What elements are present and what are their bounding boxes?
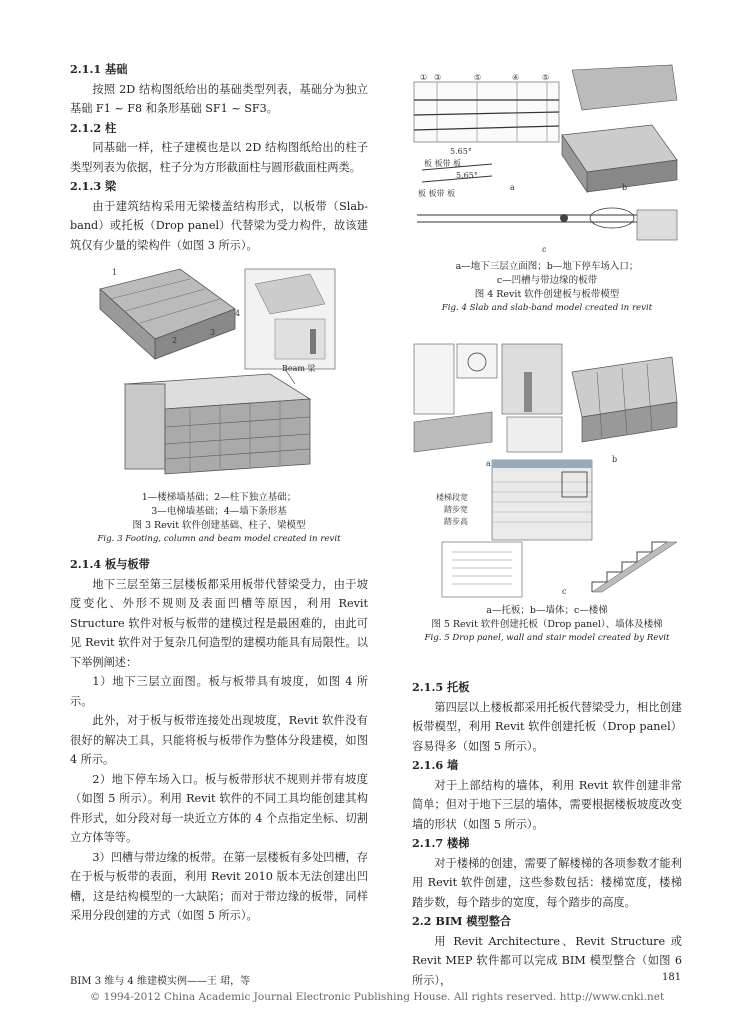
page-number: 181 bbox=[662, 972, 682, 983]
section-2-1-3-text: 由于建筑结构采用无梁楼盖结构形式，以板带（Slab-band）或托板（Drop panel）代替梁为受力构件，故该建筑仅有少量的梁构件（如图 3 所示）。 bbox=[70, 199, 368, 252]
fig4-legend-1: a—地下三层立面图；b—地下停车场入口； bbox=[455, 261, 639, 272]
fig3-label-4: 4 bbox=[235, 309, 241, 318]
fig3-label-2: 2 bbox=[172, 336, 178, 345]
section-2-1-1-text: 按照 2D 结构图纸给出的基础类型列表，基础分为独立基础 F1 ~ F8 和条形基础 SF1 ~ SF3。 bbox=[70, 82, 368, 115]
fig4-sub-a: a bbox=[510, 183, 515, 192]
figure-3 bbox=[70, 259, 368, 549]
right-column bbox=[412, 60, 682, 990]
figure-5-image bbox=[412, 342, 682, 600]
fig4-sub-c: c bbox=[542, 245, 547, 254]
section-2-2-text: 用 Revit Architecture、Revit Structure 或 Revit MEP 软件都可以完成 BIM 模型整合（如图 6 所示）， bbox=[412, 934, 682, 987]
fig3-caption: 图 3 Revit 软件创建基础、柱子、梁模型 bbox=[132, 520, 306, 531]
fig4-grid-5b: ⑤ bbox=[542, 73, 550, 82]
section-2-1-4-p4: 2）地下停车场入口。板与板带形状不规则并带有坡度（如图 5 所示）。利用 Revit 软件的不同工具均能创建其构件形式，如分段对每一块近立方体的 4 个点指定坐标、切割立方体等等。 bbox=[70, 772, 368, 844]
section-2-1-2-text: 同基础一样，柱子建模也是以 2D 结构图纸给出的柱子类型列表为依据，柱子分为方形截面柱与圆形截面柱两类。 bbox=[70, 141, 368, 174]
left-column bbox=[70, 60, 368, 926]
fig5-sub-b: b bbox=[612, 455, 618, 464]
fig5-stair-label-2: 踏步宽 bbox=[444, 505, 468, 514]
fig4-caption-en: Fig. 4 Slab and slab-band model created in revit bbox=[441, 303, 653, 313]
running-title: BIM 3 维与 4 维建模实例——王 珺，等 bbox=[70, 976, 251, 987]
section-2-1-5-text: 第四层以上楼板都采用托板代替梁受力，相比创建板带模型，利用 Revit 软件创建托板（Drop panel）容易得多（如图 5 所示）。 bbox=[412, 700, 682, 753]
fig4-slope-1: 5.65° bbox=[450, 147, 472, 156]
section-2-1-5-title: 2.1.5 托板 bbox=[412, 680, 470, 694]
figure-3-image bbox=[70, 259, 368, 489]
fig4-grid-5a: ⑤ bbox=[474, 73, 482, 82]
fig4-grid-3: ③ bbox=[434, 73, 442, 82]
fig3-legend-2: 3—电梯墙基础；4—墙下条形基 bbox=[151, 506, 287, 517]
section-2-1-4-p2: 1）地下三层立面图。板与板带具有坡度，如图 4 所示。 bbox=[70, 675, 368, 708]
figure-5 bbox=[412, 342, 682, 662]
fig5-caption-en: Fig. 5 Drop panel, wall and stair model created by Revit bbox=[424, 633, 670, 643]
fig3-label-1: 1 bbox=[112, 268, 118, 277]
copyright-notice: © 1994-2012 China Academic Journal Electronic Publishing House. All rights reserved. http://www.cnki.net bbox=[89, 991, 665, 1003]
section-2-1-3-title: 2.1.3 梁 bbox=[70, 179, 117, 193]
fig5-stair-label-1: 楼梯段宽 bbox=[436, 493, 468, 502]
fig3-caption-en: Fig. 3 Footing, column and beam model created in revit bbox=[97, 534, 341, 544]
fig4-band-labels: 板 板带 板 bbox=[424, 159, 462, 168]
figure-4 bbox=[412, 60, 682, 322]
fig5-sub-a: a bbox=[486, 459, 491, 468]
fig3-label-3: 3 bbox=[210, 328, 216, 337]
section-2-1-2-title: 2.1.2 柱 bbox=[70, 120, 117, 135]
fig4-band-labels-2: 板 板带 板 bbox=[418, 189, 456, 198]
fig3-legend-1: 1—楼梯墙基础；2—柱下独立基础； bbox=[141, 492, 297, 503]
fig5-sub-c: c bbox=[562, 587, 567, 596]
fig4-caption: 图 4 Revit 软件创建板与板带模型 bbox=[474, 289, 620, 300]
section-2-1-4-p5: 3）凹槽与带边缘的板带。在第一层楼板有多处凹槽，存在于板与板带的表面，利用 Revit 2010 版本无法创建出凹槽，这是结构模型的一大缺陷；而对于带边缘的板带，同样采用分段创建的方式（如图 5 所示）。 bbox=[70, 850, 369, 922]
fig4-grid-4: ④ bbox=[512, 73, 520, 82]
section-2-1-4-p1: 地下三层至第三层楼板都采用板带代替梁受力，由于坡度变化、外形不规则及表面凹槽等原因，利用 Revit Structure 软件对板与板带的建模过程是最困难的，由此可见 Revit 软件对于复杂几何造型的建模功能具有局限性。以下举例阐述： bbox=[70, 577, 368, 669]
fig5-caption: 图 5 Revit 软件创建托板（Drop panel）、墙体及楼梯 bbox=[431, 619, 663, 630]
fig4-slope-2: 5.65° bbox=[456, 171, 478, 180]
section-2-1-7-text: 对于楼梯的创建，需要了解楼梯的各项参数才能利用 Revit 软件创建，这些参数包括：楼梯宽度，楼梯踏步数，每个踏步的宽度，每个踏步的高度。 bbox=[412, 856, 682, 909]
fig5-stair-label-3: 踏步高 bbox=[444, 517, 468, 526]
section-2-1-7-title: 2.1.7 楼梯 bbox=[412, 836, 470, 850]
fig3-beam-label: Beam 梁 bbox=[282, 364, 316, 373]
section-2-1-6-title: 2.1.6 墙 bbox=[412, 758, 459, 772]
section-2-1-6-text: 对于上部结构的墙体，利用 Revit 软件创建非常简单；但对于地下三层的墙体，需要根据楼板坡度改变墙的形状（如图 5 所示）。 bbox=[412, 778, 682, 831]
section-2-1-1-title: 2.1.1 基础 bbox=[70, 62, 128, 76]
fig4-legend-2: c—凹槽与带边缘的板带 bbox=[496, 275, 598, 286]
section-2-1-4-title: 2.1.4 板与板带 bbox=[70, 557, 150, 571]
section-2-1-4-p3: 此外，对于板与板带连接处出现坡度，Revit 软件没有很好的解决工具，只能将板与板带作为整体分段建模，如图 4 所示。 bbox=[70, 714, 368, 766]
fig5-legend: a—托板；b—墙体；c—楼梯 bbox=[486, 605, 608, 616]
section-2-2-title: 2.2 BIM 模型整合 bbox=[412, 914, 512, 928]
fig4-sub-b: b bbox=[622, 183, 628, 192]
fig4-grid-1: ① bbox=[420, 73, 428, 82]
